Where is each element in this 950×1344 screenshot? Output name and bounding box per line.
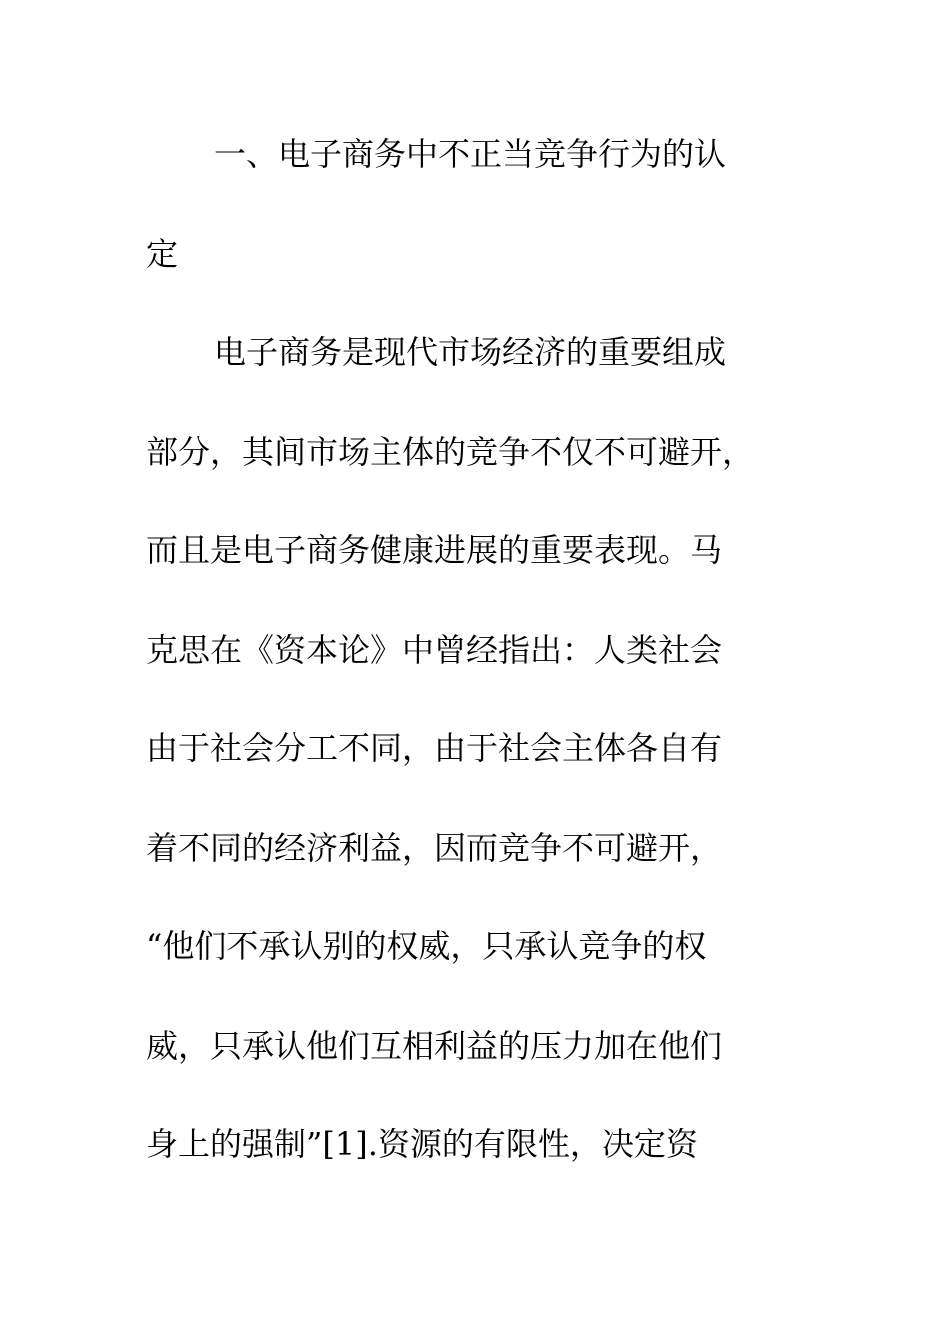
paragraph-line-3: 而且是电子商务健康进展的重要表现。马 — [146, 531, 723, 569]
paragraph-line-1: 电子商务是现代市场经济的重要组成 — [214, 333, 727, 371]
paragraph-line-6: 着不同的经济利益，因而竞争不可避开， — [146, 829, 723, 867]
paragraph-line-7: “他们不承认别的权威，只承认竞争的权 — [146, 927, 707, 965]
paragraph-line-4: 克思在《资本论》中曾经指出：人类社会 — [146, 631, 723, 669]
section-heading-line-2: 定 — [146, 235, 179, 273]
section-heading-line-1: 一、电子商务中不正当竞争行为的认 — [214, 135, 727, 173]
paragraph-line-2: 部分，其间市场主体的竞争不仅不可避开， — [146, 433, 755, 471]
paragraph-line-8: 威，只承认他们互相利益的压力加在他们 — [146, 1027, 723, 1065]
paragraph-line-9: 身上的强制”[1].资源的有限性，决定资 — [146, 1125, 698, 1163]
paragraph-line-5: 由于社会分工不同，由于社会主体各自有 — [146, 729, 723, 767]
